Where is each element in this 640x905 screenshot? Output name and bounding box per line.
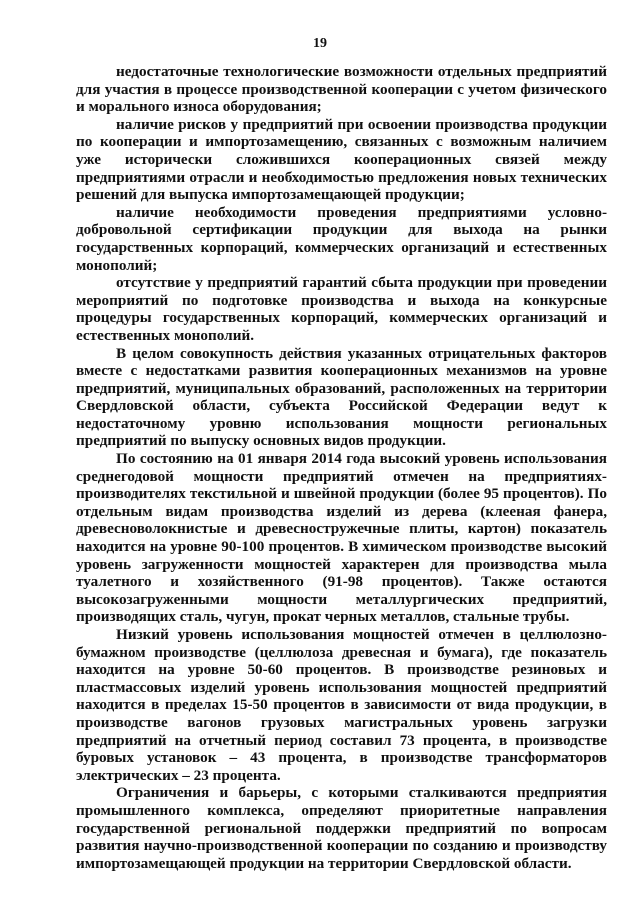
- paragraph-8: Ограничения и барьеры, с которыми сталкиваются предприятия промышленного комплекса, определяют приоритетные направления государственной региональной поддержки предприятий по вопросам развития научно-производственной кооперации по созданию и производству импортозамещающей продукции на территории Свердловской области.: [76, 784, 607, 872]
- paragraph-2: наличие рисков у предприятий при освоении производства продукции по кооперации и импортозамещению, связанных с возможным наличием уже исторически сложившихся кооперационных связей между предприятиями отрасли и необходимостью предложения новых технических решений для выпуска импортозамещающей продукции;: [76, 115, 607, 204]
- paragraph-6: По состоянию на 01 января 2014 года высокий уровень использования среднегодовой мощности предприятий отмечен на предприятиях-производителях текстильной и швейной продукции (более 95 процентов). По отдельным видам производства изделий из дерева (клееная фанера, древесноволокнистые и древесностружечные плиты, картон) показатель находится на уровне 90-100 процентов. В химическом производстве высокий уровень загруженности мощностей характерен для производства мыла туалетного и хозяйственного (91-98 процентов). Также остаются высокозагруженными мощности металлургических предприятий, производящих сталь, чугун, прокат черных металлов, стальные трубы.: [76, 450, 607, 626]
- paragraph-7: Низкий уровень использования мощностей отмечен в целлюлозно-бумажном производстве (целлюлоза древесная и бумага), где показатель находится на уровне 50-60 процентов. В производстве резиновых и пластмассовых изделий уровень использования мощностей предприятий находится в пределах 15-50 процентов в зависимости от вида продукции, в производстве вагонов грузовых магистральных уровень загрузки предприятий на отчетный период составил 73 процента, в производстве буровых установок – 43 процента, в производстве трансформаторов электрических – 23 процента.: [76, 626, 607, 784]
- paragraph-1: недостаточные технологические возможности отдельных предприятий для участия в процессе производственной кооперации с учетом физического и морального износа оборудования;: [76, 63, 607, 116]
- paragraph-4: отсутствие у предприятий гарантий сбыта продукции при проведении мероприятий по подготовке производства и выхода на конкурсные процедуры государственных корпораций, коммерческих организаций и естественных монополий.: [76, 274, 607, 344]
- paragraph-3: наличие необходимости проведения предприятиями условно-добровольной сертификации продукции для выхода на рынки государственных корпораций, коммерческих организаций и естественных монополий;: [76, 203, 607, 274]
- document-body: [76, 63, 607, 872]
- page-number: 19: [313, 36, 327, 51]
- paragraph-5: В целом совокупность действия указанных отрицательных факторов вместе с недостатками развития кооперационных механизмов на уровне предприятий, муниципальных образований, расположенных на территории Свердловской области, субъекта Российской Федерации ведут к недостаточному уровню использования мощности региональных предприятий по выпуску основных видов продукции.: [76, 344, 607, 450]
